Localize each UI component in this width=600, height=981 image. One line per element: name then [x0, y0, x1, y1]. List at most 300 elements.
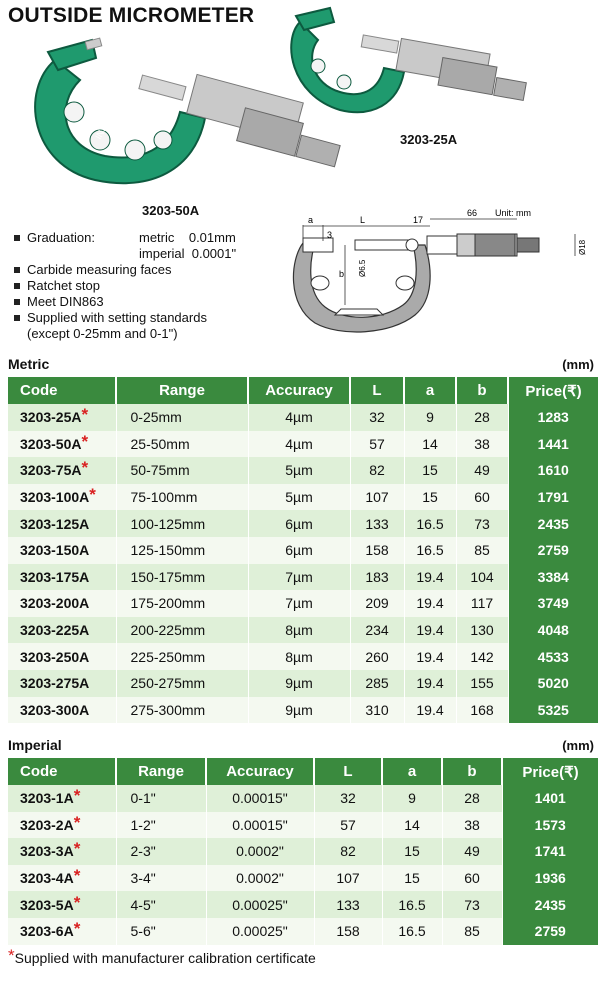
cell-L — [350, 617, 404, 644]
cell-L-text: 133 — [336, 896, 360, 913]
cell-L — [350, 697, 404, 724]
cell-a-text: 14 — [422, 435, 438, 452]
diagram-label-3: 3 — [327, 230, 333, 240]
cell-code-text: 3203-3A — [20, 843, 74, 860]
cell-range-text: 200-225mm — [130, 622, 206, 639]
feature-item: Meet DIN863 — [14, 294, 236, 310]
cell-range-text: 5-6" — [130, 923, 156, 940]
cell-L — [350, 404, 404, 431]
cell-accuracy — [206, 865, 314, 892]
cell-b — [456, 537, 508, 564]
diagram-label-d65: Ø6.5 — [358, 259, 367, 277]
cell-price-text: 1441 — [537, 435, 569, 452]
cell-code — [8, 918, 116, 945]
cell-accuracy-text: 4µm — [285, 409, 313, 426]
metric-unit: (mm) — [562, 357, 594, 372]
cell-L — [314, 812, 382, 839]
cell-b — [456, 697, 508, 724]
cell-a-text: 15 — [422, 462, 438, 479]
imperial-section-title: Imperial — [8, 737, 62, 753]
cell-b — [456, 431, 508, 458]
cell-b — [456, 484, 508, 511]
cell-L — [314, 838, 382, 865]
cell-accuracy-text: 0.0002" — [236, 843, 284, 860]
calibration-star: * — [81, 405, 89, 425]
cell-range — [116, 404, 248, 431]
header-accuracy: Accuracy — [248, 377, 350, 404]
cell-price-text: 3749 — [537, 595, 569, 612]
cell-a-text: 16.5 — [398, 923, 426, 940]
cell-b — [442, 785, 502, 812]
cell-a — [404, 537, 456, 564]
cell-range — [116, 865, 206, 892]
diagram-label-66: 66 — [467, 208, 478, 218]
cell-L — [314, 785, 382, 812]
calibration-star: * — [73, 919, 81, 939]
cell-price — [508, 431, 598, 458]
cell-b-text: 49 — [474, 462, 490, 479]
cell-accuracy-text: 9µm — [285, 701, 313, 718]
cell-b-text: 85 — [474, 542, 490, 559]
footnote-star: * — [8, 946, 15, 965]
footnote — [8, 946, 316, 966]
cell-L-text: 234 — [365, 622, 389, 639]
calibration-star: * — [73, 839, 81, 859]
cell-range — [116, 643, 248, 670]
cell-code — [8, 537, 116, 564]
cell-b — [456, 404, 508, 431]
header-accuracy: Accuracy — [206, 758, 314, 785]
cell-code-text: 3203-6A — [20, 923, 74, 940]
cell-accuracy — [206, 891, 314, 918]
cell-a — [404, 457, 456, 484]
cell-L-text: 32 — [340, 790, 356, 807]
cell-price — [508, 590, 598, 617]
cell-accuracy-text: 8µm — [285, 622, 313, 639]
cell-price-text: 2435 — [537, 515, 569, 532]
cell-a-text: 19.4 — [416, 622, 444, 639]
cell-b-text: 85 — [464, 923, 480, 940]
table-row — [8, 643, 598, 670]
cell-range-text: 0-1" — [130, 790, 156, 807]
product-photos — [0, 0, 600, 220]
cell-range-text: 150-175mm — [130, 568, 206, 585]
feature-item: Ratchet stop — [14, 278, 236, 294]
feature-graduation — [14, 230, 236, 262]
cell-price — [502, 812, 598, 839]
cell-b-text: 28 — [474, 409, 490, 426]
cell-b-text: 168 — [470, 701, 494, 718]
cell-code-text: 3203-225A — [20, 622, 90, 639]
cell-L-text: 107 — [365, 489, 389, 506]
cell-accuracy-text: 5µm — [285, 462, 313, 479]
cell-b — [442, 865, 502, 892]
cell-a — [404, 617, 456, 644]
cell-price — [508, 643, 598, 670]
cell-code-text: 3203-175A — [20, 568, 90, 585]
cell-price-text: 1936 — [534, 870, 566, 887]
calibration-star: * — [73, 786, 81, 806]
header-a: a — [382, 758, 442, 785]
cell-range — [116, 431, 248, 458]
cell-price-text: 2759 — [537, 542, 569, 559]
cell-L — [350, 457, 404, 484]
calibration-star: * — [81, 458, 89, 478]
cell-range-text: 125-150mm — [130, 542, 206, 559]
cell-range-text: 1-2" — [130, 816, 156, 833]
cell-accuracy-text: 4µm — [285, 435, 313, 452]
cell-accuracy-text: 0.00025" — [232, 896, 288, 913]
cell-a-text: 16.5 — [416, 542, 444, 559]
cell-range-text: 175-200mm — [130, 595, 206, 612]
cell-accuracy — [248, 564, 350, 591]
cell-L-text: 32 — [369, 409, 385, 426]
metric-table — [8, 377, 598, 723]
feature-list — [14, 230, 236, 342]
cell-code-text: 3203-250A — [20, 648, 90, 665]
cell-accuracy — [206, 838, 314, 865]
table-row — [8, 457, 598, 484]
cell-range — [116, 918, 206, 945]
cell-code-text: 3203-300A — [20, 701, 90, 718]
header-price: Price(₹) — [508, 377, 598, 404]
cell-accuracy-text: 6µm — [285, 542, 313, 559]
cell-b-text: 155 — [470, 675, 494, 692]
cell-price-text: 1401 — [534, 790, 566, 807]
cell-L — [350, 564, 404, 591]
cell-a — [404, 484, 456, 511]
cell-price-text: 3384 — [537, 568, 569, 585]
cell-L-text: 82 — [340, 843, 356, 860]
cell-code — [8, 697, 116, 724]
cell-code — [8, 785, 116, 812]
metric-section-title: Metric — [8, 356, 50, 372]
header-a: a — [404, 377, 456, 404]
diagram-unit: Unit: mm — [495, 208, 531, 218]
cell-accuracy — [248, 457, 350, 484]
cell-price — [502, 838, 598, 865]
cell-range-text: 3-4" — [130, 870, 156, 887]
cell-price-text: 1610 — [537, 462, 569, 479]
cell-code-text: 3203-4A — [20, 870, 74, 887]
cell-L — [350, 431, 404, 458]
cell-accuracy — [248, 510, 350, 537]
graduation-imperial: imperial 0.0001" — [139, 246, 237, 261]
cell-b — [456, 510, 508, 537]
cell-b-text: 73 — [464, 896, 480, 913]
cell-range — [116, 564, 248, 591]
cell-range-text: 2-3" — [130, 843, 156, 860]
cell-accuracy — [248, 484, 350, 511]
cell-price-text: 1573 — [534, 816, 566, 833]
cell-a-text: 19.4 — [416, 595, 444, 612]
cell-price-text: 1283 — [537, 409, 569, 426]
cell-price — [508, 564, 598, 591]
cell-a-text: 19.4 — [416, 648, 444, 665]
micrometer-illustration — [0, 0, 600, 220]
cell-a — [404, 643, 456, 670]
cell-range — [116, 670, 248, 697]
setting-line2: (except 0-25mm and 0-1") — [27, 326, 178, 341]
imperial-unit: (mm) — [562, 738, 594, 753]
diagram-label-d18: Ø18 — [578, 239, 587, 255]
cell-a — [404, 431, 456, 458]
page-title: OUTSIDE MICROMETER — [8, 4, 255, 27]
cell-b-text: 28 — [464, 790, 480, 807]
cell-code — [8, 431, 116, 458]
cell-code — [8, 812, 116, 839]
cell-code — [8, 643, 116, 670]
cell-b — [456, 457, 508, 484]
imperial-table — [8, 758, 598, 945]
cell-L — [314, 865, 382, 892]
cell-range — [116, 510, 248, 537]
cell-accuracy-text: 0.0002" — [236, 870, 284, 887]
header-range: Range — [116, 377, 248, 404]
footnote-text: Supplied with manufacturer calibration certificate — [14, 950, 316, 966]
cell-range — [116, 812, 206, 839]
cell-L — [350, 643, 404, 670]
cell-code — [8, 617, 116, 644]
cell-a-text: 9 — [426, 409, 434, 426]
cell-code-text: 3203-75A — [20, 462, 82, 479]
cell-b — [456, 670, 508, 697]
cell-a — [404, 590, 456, 617]
calibration-star: * — [73, 866, 81, 886]
cell-a-text: 19.4 — [416, 675, 444, 692]
table-row — [8, 564, 598, 591]
cell-code-text: 3203-5A — [20, 896, 74, 913]
cell-range — [116, 457, 248, 484]
cell-price-text: 4048 — [537, 622, 569, 639]
cell-code — [8, 510, 116, 537]
cell-price-text: 4533 — [537, 648, 569, 665]
cell-price — [508, 404, 598, 431]
cell-b-text: 142 — [470, 648, 494, 665]
cell-price — [502, 891, 598, 918]
header-L: L — [314, 758, 382, 785]
calibration-star: * — [73, 812, 81, 832]
feature-setting-standards — [14, 310, 236, 342]
cell-L-text: 107 — [336, 870, 360, 887]
cell-range — [116, 537, 248, 564]
caption-3203-50A: 3203-50A — [142, 203, 200, 218]
cell-accuracy — [248, 697, 350, 724]
cell-accuracy-text: 7µm — [285, 595, 313, 612]
table-row — [8, 404, 598, 431]
cell-price — [508, 484, 598, 511]
cell-L — [350, 510, 404, 537]
header-b: b — [442, 758, 502, 785]
cell-range — [116, 484, 248, 511]
cell-price — [508, 537, 598, 564]
cell-range — [116, 785, 206, 812]
brand-logo-large: INSIZE — [93, 110, 117, 141]
cell-code-text: 3203-200A — [20, 595, 90, 612]
header-code: Code — [8, 377, 116, 404]
cell-range — [116, 891, 206, 918]
header-code: Code — [8, 758, 116, 785]
cell-L — [350, 670, 404, 697]
cell-range-text: 75-100mm — [130, 489, 198, 506]
cell-price-text: 1741 — [534, 843, 566, 860]
cell-a — [404, 670, 456, 697]
cell-accuracy — [248, 590, 350, 617]
calibration-star: * — [81, 431, 89, 451]
table-row — [8, 537, 598, 564]
cell-L-text: 158 — [336, 923, 360, 940]
graduation-label: Graduation: — [27, 230, 95, 245]
cell-accuracy — [206, 785, 314, 812]
cell-price — [508, 697, 598, 724]
cell-accuracy — [248, 431, 350, 458]
cell-price — [502, 865, 598, 892]
cell-code-text: 3203-25A — [20, 409, 82, 426]
calibration-star: * — [73, 892, 81, 912]
cell-code-text: 3203-1A — [20, 790, 74, 807]
caption-3203-25A: 3203-25A — [400, 132, 458, 147]
table-row — [8, 590, 598, 617]
cell-a — [382, 891, 442, 918]
cell-b — [456, 590, 508, 617]
cell-b-text: 38 — [464, 816, 480, 833]
cell-a-text: 15 — [404, 843, 420, 860]
cell-b — [442, 918, 502, 945]
cell-price-text: 2435 — [534, 896, 566, 913]
diagram-label-17: 17 — [413, 215, 424, 225]
cell-price-text: 5325 — [537, 701, 569, 718]
cell-accuracy-text: 8µm — [285, 648, 313, 665]
diagram-label-b: b — [339, 269, 345, 279]
cell-price — [508, 617, 598, 644]
table-row — [8, 484, 598, 511]
table-row — [8, 785, 598, 812]
graduation-metric: metric 0.01mm — [139, 230, 236, 245]
cell-L-text: 285 — [365, 675, 389, 692]
diagram-label-a: a — [308, 215, 314, 225]
cell-a-text: 19.4 — [416, 568, 444, 585]
cell-range-text: 0-25mm — [130, 409, 182, 426]
cell-price-text: 1791 — [537, 489, 569, 506]
header-range: Range — [116, 758, 206, 785]
cell-code-text: 3203-125A — [20, 515, 90, 532]
calibration-star: * — [89, 485, 96, 505]
cell-accuracy-text: 6µm — [285, 515, 313, 532]
cell-accuracy — [206, 812, 314, 839]
cell-price — [508, 510, 598, 537]
cell-code — [8, 891, 116, 918]
cell-a-text: 16.5 — [398, 896, 426, 913]
cell-accuracy-text: 0.00015" — [232, 816, 288, 833]
table-header-row — [8, 758, 598, 785]
cell-a-text: 14 — [404, 816, 420, 833]
cell-price — [508, 457, 598, 484]
cell-accuracy-text: 9µm — [285, 675, 313, 692]
table-row — [8, 697, 598, 724]
cell-price-text: 5020 — [537, 675, 569, 692]
table-row — [8, 670, 598, 697]
cell-price-text: 2759 — [534, 923, 566, 940]
cell-b — [442, 891, 502, 918]
cell-range-text: 4-5" — [130, 896, 156, 913]
cell-b — [456, 643, 508, 670]
cell-a — [404, 697, 456, 724]
cell-a — [382, 785, 442, 812]
cell-a — [382, 918, 442, 945]
cell-L-text: 209 — [365, 595, 389, 612]
cell-L — [350, 484, 404, 511]
feature-item: Carbide measuring faces — [14, 262, 236, 278]
cell-b — [456, 617, 508, 644]
cell-accuracy — [248, 537, 350, 564]
cell-L — [350, 537, 404, 564]
cell-range-text: 250-275mm — [130, 675, 206, 692]
table-row — [8, 617, 598, 644]
cell-a — [404, 404, 456, 431]
micrometer-small-image — [291, 8, 526, 112]
header-L: L — [350, 377, 404, 404]
cell-range — [116, 697, 248, 724]
cell-price — [502, 918, 598, 945]
cell-b — [456, 564, 508, 591]
cell-a — [404, 564, 456, 591]
cell-L-text: 133 — [365, 515, 389, 532]
cell-price — [502, 785, 598, 812]
cell-accuracy-text: 0.00025" — [232, 923, 288, 940]
cell-code — [8, 404, 116, 431]
diagram-label-L: L — [360, 215, 366, 225]
cell-code — [8, 670, 116, 697]
cell-code-text: 3203-2A — [20, 816, 74, 833]
cell-b-text: 49 — [464, 843, 480, 860]
cell-a — [382, 812, 442, 839]
cell-a-text: 9 — [408, 790, 416, 807]
header-price: Price(₹) — [502, 758, 598, 785]
cell-code — [8, 838, 116, 865]
cell-a-text: 15 — [422, 489, 438, 506]
cell-a-text: 19.4 — [416, 701, 444, 718]
table-row — [8, 510, 598, 537]
cell-b-text: 60 — [474, 489, 490, 506]
cell-b-text: 38 — [474, 435, 490, 452]
cell-L-text: 82 — [369, 462, 385, 479]
cell-a-text: 16.5 — [416, 515, 444, 532]
cell-range-text: 275-300mm — [130, 701, 206, 718]
cell-range — [116, 617, 248, 644]
cell-range-text: 25-50mm — [130, 435, 190, 452]
table-header-row — [8, 377, 598, 404]
cell-range-text: 100-125mm — [130, 515, 206, 532]
cell-code-text: 3203-150A — [20, 542, 90, 559]
cell-accuracy-text: 0.00015" — [232, 790, 288, 807]
cell-accuracy — [248, 670, 350, 697]
table-row — [8, 865, 598, 892]
cell-L-text: 158 — [365, 542, 389, 559]
cell-L-text: 183 — [365, 568, 389, 585]
cell-L-text: 57 — [369, 435, 385, 452]
cell-b — [442, 812, 502, 839]
cell-L — [314, 918, 382, 945]
table-row — [8, 812, 598, 839]
cell-b-text: 117 — [470, 595, 494, 612]
cell-accuracy-text: 7µm — [285, 568, 313, 585]
cell-code-text: 3203-100A — [20, 489, 90, 506]
cell-a — [404, 510, 456, 537]
cell-accuracy — [248, 404, 350, 431]
cell-code-text: 3203-50A — [20, 435, 82, 452]
cell-range-text: 50-75mm — [130, 462, 190, 479]
table-row — [8, 918, 598, 945]
